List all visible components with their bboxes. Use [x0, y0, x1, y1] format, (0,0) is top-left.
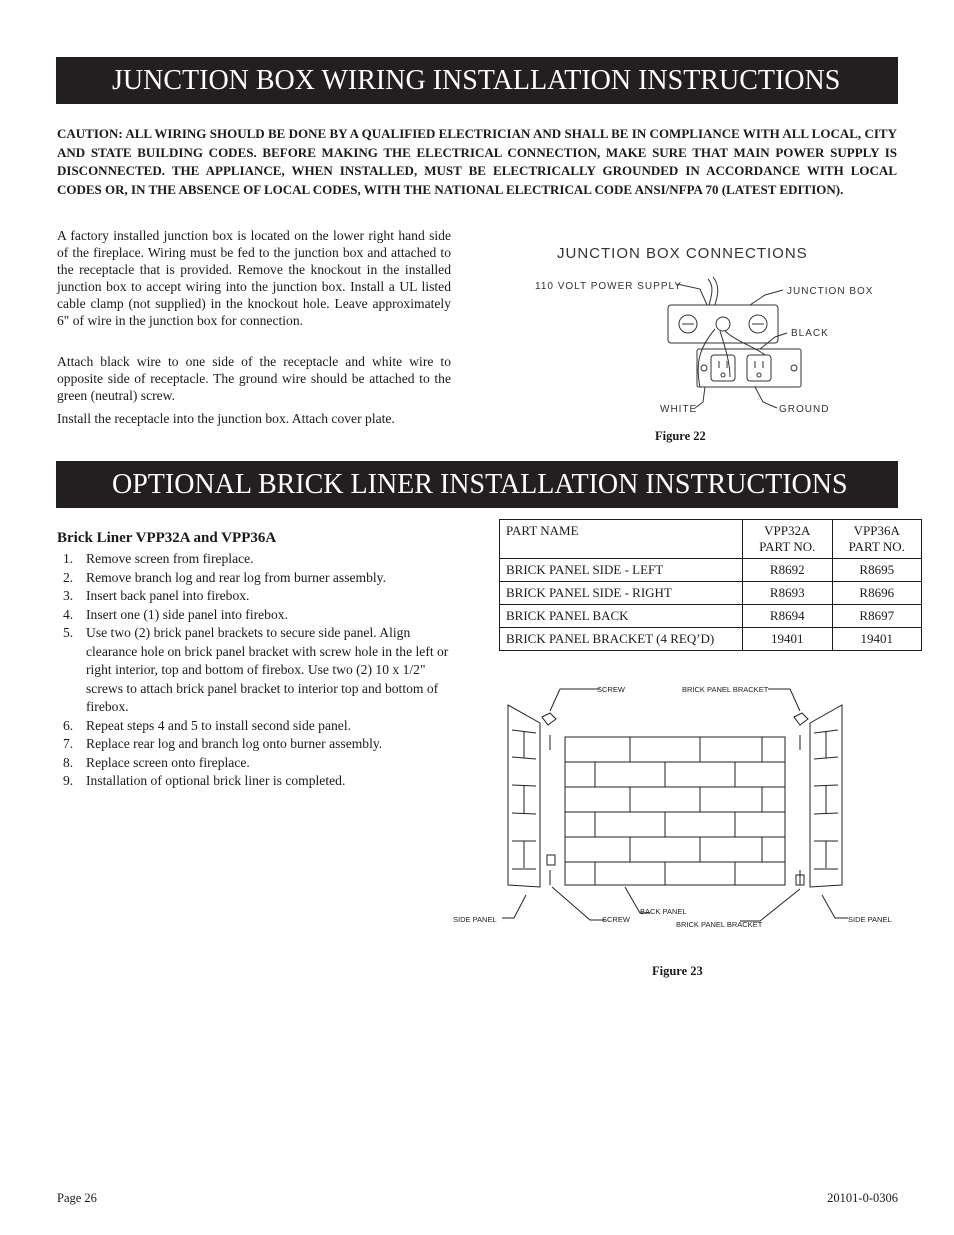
label-back-panel: BACK PANEL: [640, 907, 687, 916]
header-vpp36a: [832, 520, 922, 559]
table-row: [500, 628, 922, 651]
parts-table: [499, 519, 922, 651]
junction-box-section-title: JUNCTION BOX WIRING INSTALLATION INSTRUCTIONS: [56, 57, 898, 104]
step-text: Replace screen onto fireplace.: [86, 754, 250, 770]
step-text: Repeat steps 4 and 5 to install second side panel.: [86, 717, 352, 733]
list-item: [57, 717, 457, 736]
step-text: Use two (2) brick panel brackets to secure side panel. Align clearance hole on brick panel bracket with screw hole in the left or right interior, top and bottom of firebox. Use two (2) 10 x 1/2" screws to attach brick panel bracket to interior top and bottom of firebox.: [86, 625, 449, 714]
header-vpp32a-model: VPP32A: [764, 523, 811, 538]
brick-liner-steps: [57, 550, 457, 791]
label-junction-box: JUNCTION BOX: [787, 286, 874, 297]
step-number: 4.: [63, 606, 74, 622]
label-side-panel-right: SIDE PANEL: [848, 915, 892, 924]
cell-part-name: BRICK PANEL BRACKET (4 REQ’D): [500, 628, 743, 651]
header-vpp32a-partno: PART NO.: [759, 539, 816, 554]
step-number: 9.: [63, 773, 74, 788]
step-text: Insert back panel into firebox.: [86, 588, 250, 603]
step-text: Insert one (1) side panel into firebox.: [86, 606, 288, 622]
step-number: 7.: [63, 736, 74, 751]
page-number: Page 26: [57, 1191, 97, 1205]
brick-liner-section-title: OPTIONAL BRICK LINER INSTALLATION INSTRUCTIONS: [56, 461, 898, 508]
header-part-name: PART NAME: [500, 520, 743, 559]
label-black: BLACK: [791, 328, 829, 339]
junction-paragraph-2: Attach black wire to one side of the receptacle and white wire to opposite side of receptacle. The ground wire should be attached to the green (neutral) screw.: [57, 354, 451, 403]
step-text: Remove branch log and rear log from burner assembly.: [86, 569, 386, 585]
table-row: [500, 559, 922, 582]
step-number: 2.: [63, 569, 74, 585]
step-text: Replace rear log and branch log onto burner assembly.: [86, 736, 383, 751]
brick-liner-diagram: [450, 675, 900, 935]
table-row: [500, 582, 922, 605]
caution-text: CAUTION: ALL WIRING SHOULD BE DONE BY A QUALIFIED ELECTRICIAN AND SHALL BE IN COMPLIANCE WITH ALL LOCAL, CITY AND STATE BUILDING CODES. BEFORE MAKING THE ELECTRICAL CONNECTION, MAKE SURE THAT MAIN POWER SUPPLY IS DISCONNECTED. THE APPLIANCE, WHEN INSTALLED, MUST BE ELECTRICALLY GROUNDED IN ACCORDANCE WITH LOCAL CODES OR, IN THE ABSENCE OF LOCAL CODES, WITH THE NATIONAL ELECTRICAL CODE ANSI/NFPA 70 (LATEST EDITION).: [57, 126, 897, 197]
step-number: 8.: [63, 754, 74, 770]
step-number: 6.: [63, 717, 74, 733]
list-item: [57, 772, 457, 791]
step-number: 1.: [63, 551, 74, 566]
label-ground: GROUND: [779, 404, 830, 415]
junction-paragraph-1: A factory installed junction box is located on the lower right hand side of the fireplace. Wiring must be fed to the junction box and attached to the receptacle that is provided. Remove the knockout in the installed junction box to accept wiring into the junction box. Install a UL listed cable clamp (not supplied) in the knockout hole. Leave approximately 6" of wire in the junction box for connection.: [57, 228, 451, 328]
cell-part-name: BRICK PANEL SIDE - LEFT: [500, 559, 743, 582]
header-vpp32a: [743, 520, 833, 559]
label-power-supply: 110 VOLT POWER SUPPLY: [535, 281, 682, 292]
list-item: [57, 624, 457, 717]
list-item: [57, 606, 457, 625]
cell-part-name: BRICK PANEL SIDE - RIGHT: [500, 582, 743, 605]
header-vpp36a-partno: PART NO.: [848, 539, 905, 554]
label-white: WHITE: [660, 404, 698, 415]
list-item: [57, 587, 457, 606]
label-screw-bottom: SCREW: [602, 915, 630, 924]
list-item: [57, 735, 457, 754]
cell-vpp36a: R8695: [832, 559, 922, 582]
list-item: [57, 550, 457, 569]
junction-paragraph-3: Install the receptacle into the junction box. Attach cover plate.: [57, 411, 395, 426]
cell-part-name: BRICK PANEL BACK: [500, 605, 743, 628]
label-side-panel-left: SIDE PANEL: [453, 915, 497, 924]
step-number: 3.: [63, 588, 74, 603]
list-item: [57, 754, 457, 773]
figure-23-caption: Figure 23: [652, 964, 703, 978]
step-text: Installation of optional brick liner is completed.: [86, 773, 346, 788]
label-bracket-bottom: BRICK PANEL BRACKET: [676, 920, 763, 929]
figure-22-caption: Figure 22: [655, 429, 706, 443]
cell-vpp32a: R8692: [743, 559, 833, 582]
list-item: [57, 569, 457, 588]
cell-vpp36a: 19401: [832, 628, 922, 651]
cell-vpp32a: 19401: [743, 628, 833, 651]
table-header-row: [500, 520, 922, 559]
table-row: [500, 605, 922, 628]
label-bracket-top: BRICK PANEL BRACKET: [682, 685, 769, 694]
cell-vpp32a: R8694: [743, 605, 833, 628]
cell-vpp32a: R8693: [743, 582, 833, 605]
document-number: 20101-0-0306: [827, 1191, 898, 1205]
label-screw-top: SCREW: [597, 685, 625, 694]
cell-vpp36a: R8697: [832, 605, 922, 628]
cell-vpp36a: R8696: [832, 582, 922, 605]
junction-box-diagram: [525, 237, 885, 422]
step-number: 5.: [63, 625, 74, 640]
brick-liner-subtitle: Brick Liner VPP32A and VPP36A: [57, 530, 277, 546]
header-vpp36a-model: VPP36A: [853, 523, 900, 538]
diagram-title: JUNCTION BOX CONNECTIONS: [557, 245, 808, 262]
step-text: Remove screen from fireplace.: [86, 551, 254, 566]
